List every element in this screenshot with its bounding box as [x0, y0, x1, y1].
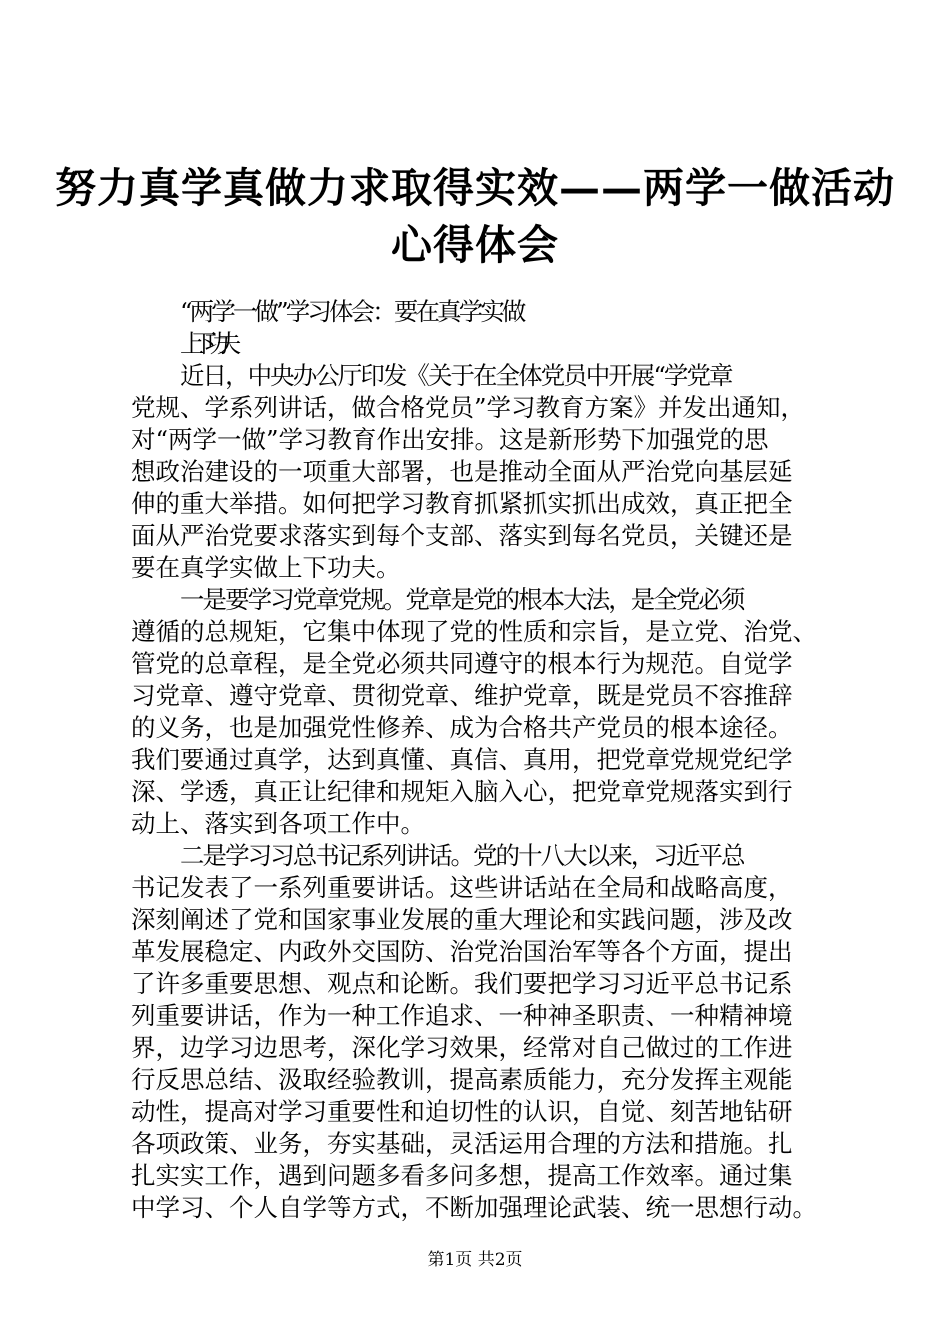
subtitle-line-1: “两学一做”学习体会：要在真学实做	[180, 297, 524, 326]
body-line: 深、学透，真正让纪律和规矩入脑入心，把党章党规落实到行	[131, 777, 793, 806]
body-line: 想政治建设的一项重大部署，也是推动全面从严治党向基层延	[131, 457, 793, 486]
body-line: 中学习、个人自学等方式，不断加强理论武装、统一思想行动。	[131, 1193, 817, 1222]
body-line: 党规、学系列讲话，做合格党员”学习教育方案》并发出通知，	[131, 393, 806, 422]
body-line: 行反思总结、汲取经验教训，提高素质能力，充分发挥主观能	[131, 1065, 793, 1094]
body-line: 各项政策、业务，夯实基础，灵活运用合理的方法和措施。扎	[131, 1129, 793, 1158]
body-line: 列重要讲话，作为一种工作追求、一种神圣职责、一种精神境	[131, 1001, 793, 1030]
document-title-line-1: 努力真学真做力求取得实效——两学一做活动	[55, 164, 895, 212]
subtitle-line-2: 上下功夫	[180, 329, 229, 358]
body-line: 的义务，也是加强党性修养、成为合格共产党员的根本途径。	[131, 713, 793, 742]
body-line: 管党的总章程，是全党必须共同遵守的根本行为规范。自觉学	[131, 649, 793, 678]
body-line: 深刻阐述了党和国家事业发展的重大理论和实践问题，涉及改	[131, 905, 793, 934]
body-line: 二是学习习总书记系列讲话。党的十八大以来，习近平总	[180, 841, 744, 870]
body-line: 习党章、遵守党章、贯彻党章、维护党章，既是党员不容推辞	[131, 681, 793, 710]
body-line: 面从严治党要求落实到每个支部、落实到每名党员，关键还是	[131, 521, 793, 550]
body-line: 遵循的总规矩，它集中体现了党的性质和宗旨，是立党、治党、	[131, 617, 817, 646]
body-line: 动性，提高对学习重要性和迫切性的认识，自觉、刻苦地钻研	[131, 1097, 793, 1126]
body-line: 要在真学实做上下功夫。	[131, 553, 401, 582]
page-indicator: 第1页 共2页	[427, 1250, 523, 1270]
body-line: 伸的重大举措。如何把学习教育抓紧抓实抓出成效，真正把全	[131, 489, 793, 518]
body-line: 界，边学习边思考，深化学习效果，经常对自己做过的工作进	[131, 1033, 793, 1062]
body-line: 革发展稳定、内政外交国防、治党治国治军等各个方面，提出	[131, 937, 793, 966]
body-line: 动上、落实到各项工作中。	[131, 809, 425, 838]
body-line: 我们要通过真学，达到真懂、真信、真用，把党章党规党纪学	[131, 745, 793, 774]
body-line: 近日，中央办公厅印发《关于在全体党员中开展“学党章	[180, 361, 732, 390]
document-title-line-2: 心得体会	[391, 221, 559, 269]
body-line: 了许多重要思想、观点和论断。我们要把学习习近平总书记系	[131, 969, 793, 998]
body-line: 书记发表了一系列重要讲话。这些讲话站在全局和战略高度，	[131, 873, 793, 902]
body-line: 扎实实工作，遇到问题多看多问多想，提高工作效率。通过集	[131, 1161, 793, 1190]
body-line: 对“两学一做”学习教育作出安排。这是新形势下加强党的思	[131, 425, 769, 454]
body-line: 一是要学习党章党规。党章是党的根本大法，是全党必须	[180, 585, 744, 614]
